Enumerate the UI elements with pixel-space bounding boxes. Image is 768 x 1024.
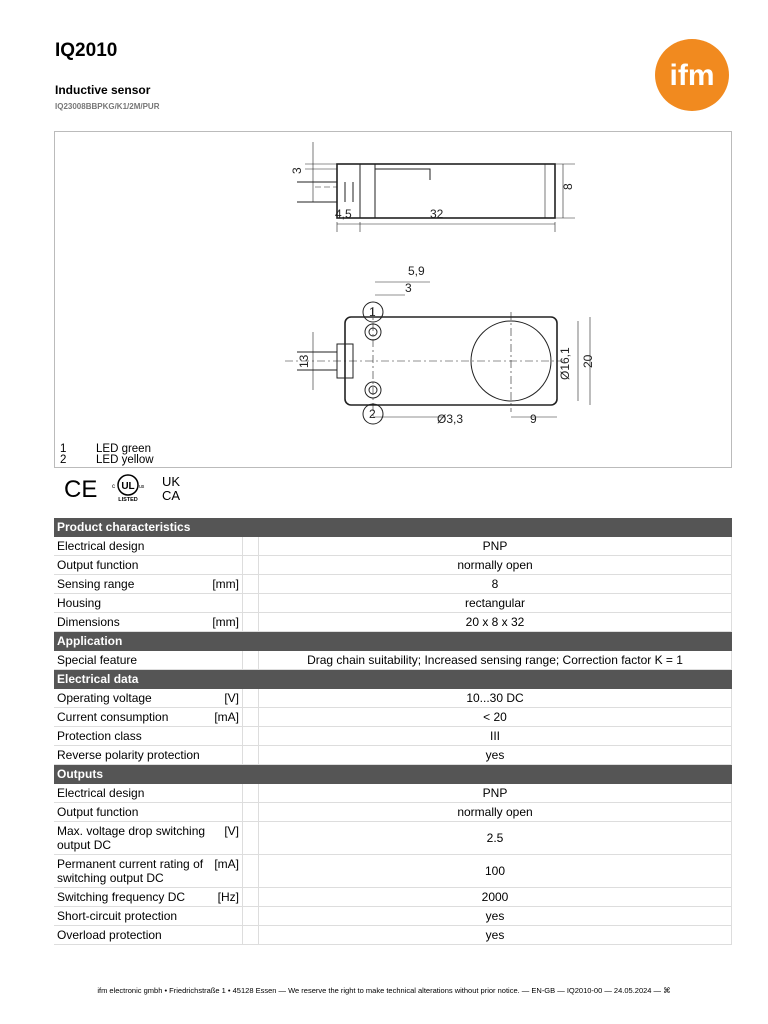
spec-gap [243, 907, 258, 925]
spec-row [54, 556, 732, 575]
footer-text: ifm electronic gmbh • Friedrichstraße 1 • 45128 Essen — We reserve the right to make technical alterations without prior notice. — EN-GB — IQ2010-00 — 24.05.2024 — [97, 986, 662, 995]
spec-label: Current consumption [57, 710, 169, 724]
spec-value: 20 x 8 x 32 [258, 613, 732, 631]
spec-gap [243, 926, 258, 944]
spec-label: Short-circuit protection [57, 909, 178, 923]
spec-label: Electrical design [57, 786, 145, 800]
ukca-mark-icon [160, 473, 190, 503]
dim-13: 13 [297, 354, 311, 368]
drawing-legend [60, 444, 154, 466]
section-header: Product characteristics [54, 518, 732, 537]
spec-unit [209, 746, 243, 764]
spec-gap [243, 651, 258, 669]
spec-unit: [mm] [209, 613, 243, 631]
spec-gap [243, 746, 258, 764]
spec-label: Operating voltage [57, 691, 152, 705]
spec-gap [243, 822, 258, 854]
spec-unit: [V] [209, 822, 243, 854]
spec-value: PNP [258, 784, 732, 802]
spec-row [54, 651, 732, 670]
section-header: Application [54, 632, 732, 651]
spec-unit: [V] [209, 689, 243, 707]
spec-row [54, 689, 732, 708]
spec-value: 2000 [258, 888, 732, 906]
spec-row [54, 537, 732, 556]
spec-unit [209, 727, 243, 745]
spec-unit: [mm] [209, 575, 243, 593]
spec-row [54, 907, 732, 926]
spec-label: Permanent current rating of switching output DC [57, 857, 204, 885]
dim-3-3: Ø3,3 [437, 412, 464, 426]
spec-row [54, 855, 732, 888]
callout-1: 1 [369, 305, 376, 319]
logo-text: ifm [669, 59, 715, 92]
spec-label: Dimensions [57, 615, 120, 629]
spec-unit [209, 784, 243, 802]
technical-drawing [245, 132, 595, 442]
legend-text: LED yellow [96, 454, 154, 466]
spec-label: Housing [57, 596, 102, 610]
svg-text:us: us [139, 484, 145, 490]
spec-value: rectangular [258, 594, 732, 612]
spec-gap [243, 556, 258, 574]
article-number: IQ23008BBPKG/K1/2M/PUR [55, 102, 160, 111]
section-header: Outputs [54, 765, 732, 784]
page-title: IQ2010 [55, 40, 118, 61]
dim-4-5: 4,5 [335, 207, 352, 221]
ifm-logo [654, 38, 730, 112]
spec-unit [209, 594, 243, 612]
spec-row [54, 926, 732, 945]
spec-gap [243, 613, 258, 631]
spec-value: 100 [258, 855, 732, 887]
spec-label: Switching frequency DC [57, 890, 186, 904]
spec-value: yes [258, 907, 732, 925]
legend-text: LED green [96, 443, 151, 455]
svg-text:LISTED: LISTED [118, 497, 138, 503]
legend-number: 2 [60, 454, 67, 466]
legend-number: 1 [60, 443, 67, 455]
spec-label: Electrical design [57, 539, 145, 553]
spec-gap [243, 594, 258, 612]
spec-gap [243, 689, 258, 707]
spec-value: yes [258, 746, 732, 764]
spec-label: Reverse polarity protection [57, 748, 200, 762]
spec-row [54, 888, 732, 907]
spec-gap [243, 575, 258, 593]
dim-3-top: 3 [405, 281, 412, 295]
spec-row [54, 784, 732, 803]
spec-unit: [Hz] [209, 888, 243, 906]
spec-unit [209, 537, 243, 555]
spec-value: Drag chain suitability; Increased sensing range; Correction factor K = 1 [258, 651, 732, 669]
spec-value: 2.5 [258, 822, 732, 854]
specification-table [54, 518, 732, 945]
spec-value: < 20 [258, 708, 732, 726]
spec-row [54, 746, 732, 765]
svg-text:CE: CE [64, 476, 98, 503]
spec-label: Output function [57, 805, 139, 819]
spec-gap [243, 708, 258, 726]
spec-gap [243, 537, 258, 555]
spec-row [54, 575, 732, 594]
callout-2: 2 [369, 407, 376, 421]
dim-20: 20 [581, 354, 595, 368]
spec-unit [209, 556, 243, 574]
spec-row [54, 822, 732, 855]
spec-gap [243, 855, 258, 887]
spec-unit: [mA] [209, 708, 243, 726]
spec-row [54, 727, 732, 746]
spec-label: Sensing range [57, 577, 135, 591]
page-footer [0, 986, 768, 995]
ul-listed-icon [108, 473, 148, 503]
spec-unit [209, 651, 243, 669]
spec-label: Output function [57, 558, 139, 572]
certification-marks [62, 473, 190, 503]
spec-row [54, 594, 732, 613]
spec-value: 8 [258, 575, 732, 593]
svg-text:CA: CA [162, 488, 181, 503]
spec-label: Special feature [57, 653, 138, 667]
spec-gap [243, 803, 258, 821]
product-subtitle: Inductive sensor [55, 83, 151, 97]
spec-gap [243, 784, 258, 802]
spec-value: normally open [258, 803, 732, 821]
dim-32: 32 [430, 207, 444, 221]
dim-3-side: 3 [290, 167, 304, 174]
spec-unit [209, 926, 243, 944]
spec-value: III [258, 727, 732, 745]
spec-row [54, 708, 732, 727]
spec-row [54, 613, 732, 632]
legend-item [60, 455, 154, 466]
spec-value: yes [258, 926, 732, 944]
spec-label: Max. voltage drop switching output DC [57, 824, 206, 852]
dim-5-9: 5,9 [408, 264, 425, 278]
section-header: Electrical data [54, 670, 732, 689]
dim-16-1: Ø16,1 [558, 347, 572, 380]
ce-mark-icon [62, 474, 96, 502]
dimension-drawing [54, 131, 732, 468]
footer-symbol-icon: ⌘ [663, 986, 671, 995]
spec-unit [209, 907, 243, 925]
spec-value: PNP [258, 537, 732, 555]
svg-text:UL: UL [121, 481, 135, 492]
spec-label: Overload protection [57, 928, 162, 942]
svg-text:UK: UK [162, 474, 181, 489]
spec-label: Protection class [57, 729, 142, 743]
spec-gap [243, 727, 258, 745]
spec-unit: [mA] [209, 855, 243, 887]
spec-value: normally open [258, 556, 732, 574]
spec-gap [243, 888, 258, 906]
dim-8: 8 [561, 183, 575, 190]
spec-row [54, 803, 732, 822]
svg-text:c: c [112, 484, 115, 490]
spec-unit [209, 803, 243, 821]
dim-9: 9 [530, 412, 537, 426]
spec-value: 10...30 DC [258, 689, 732, 707]
